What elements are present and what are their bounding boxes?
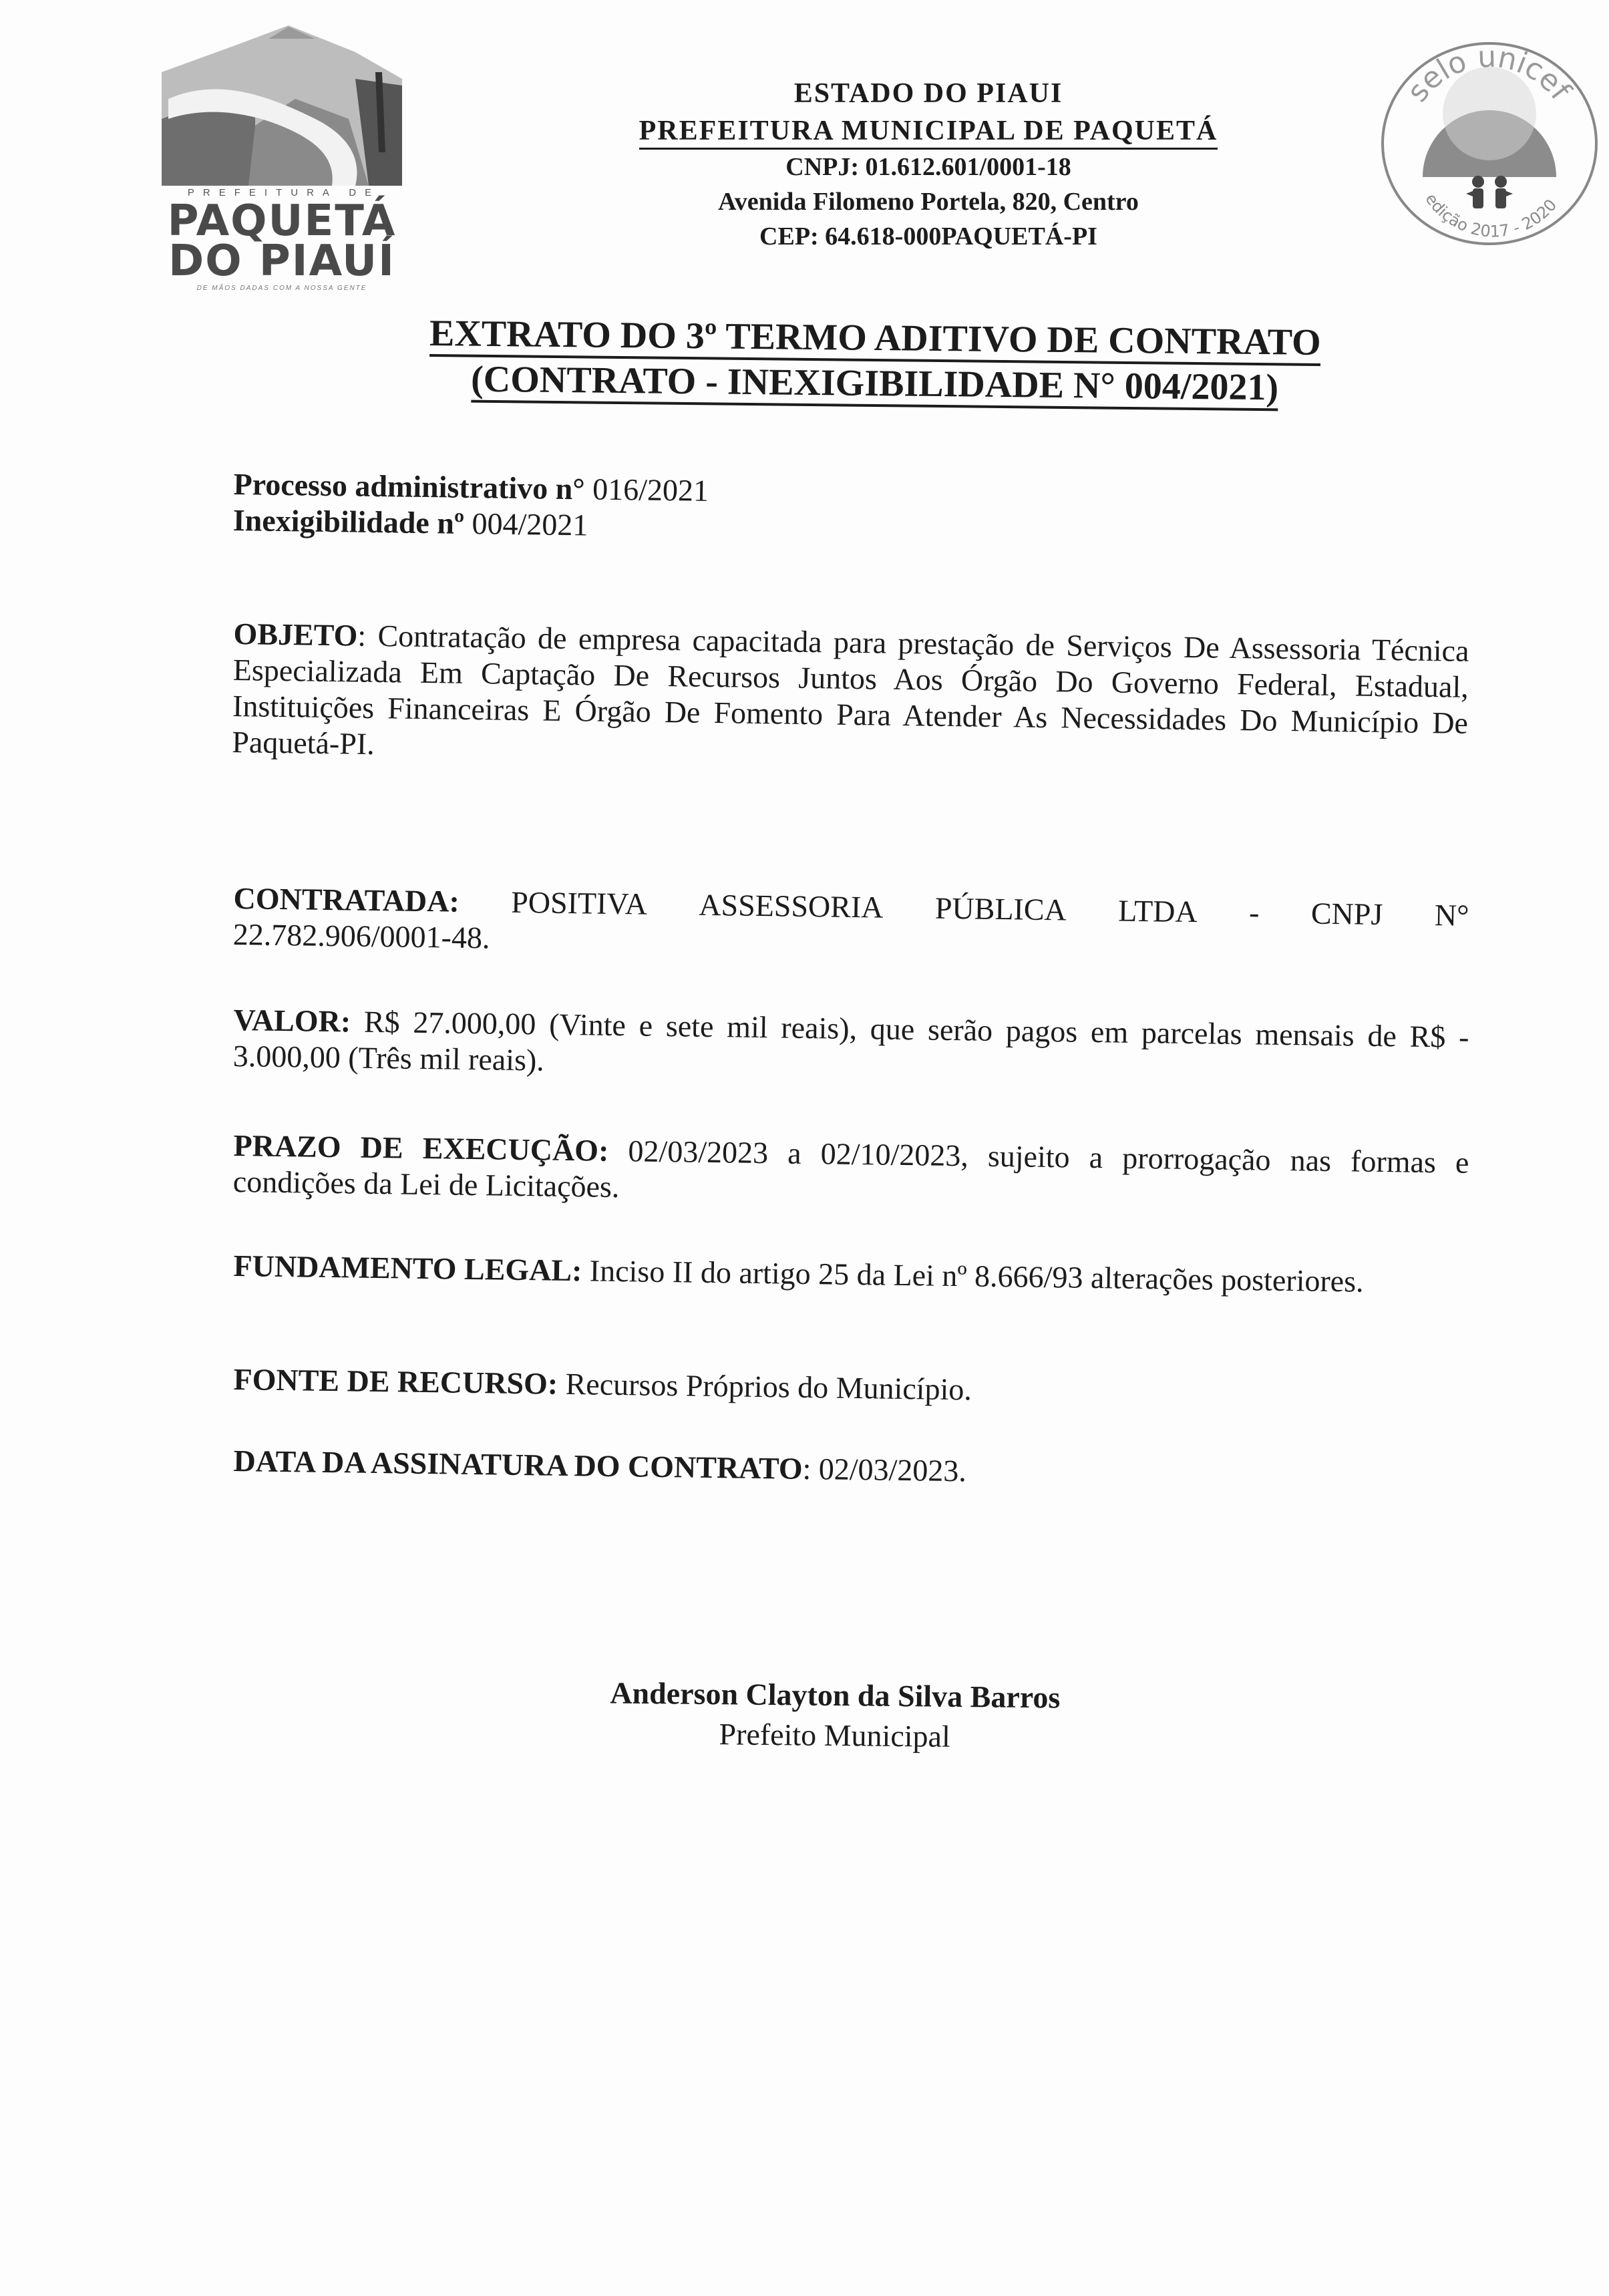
seal-top-text: selo unicef (1400, 39, 1578, 109)
header-endereco: Avenida Filomeno Portela, 820, Centro (718, 188, 1139, 216)
prazo-value: 02/03/2023 a 02/10/2023, sujeito a prorrogação nas formas e condições da Lei de Licitações. (232, 1133, 1469, 1204)
contratada-word: CNPJ (1310, 896, 1383, 932)
process-block (232, 466, 1469, 556)
unicef-seal (1373, 33, 1606, 254)
prazo-label: PRAZO DE EXECUÇÃO: (233, 1128, 609, 1168)
contratada-label: CONTRATADA: (233, 880, 460, 919)
header-prefeitura (568, 112, 1289, 150)
municipal-logo (155, 19, 409, 292)
logo-tagline: DE MÃOS DADAS COM A NOSSA GENTE (196, 285, 367, 292)
title-line2 (400, 356, 1349, 412)
document-header (568, 75, 1289, 254)
inexigibilidade-value: 004/2021 (464, 506, 588, 542)
contratada-word: LTDA (1117, 893, 1198, 929)
logo-line2: DO PIAUÍ (168, 236, 395, 286)
fundamento-paragraph (233, 1248, 1469, 1301)
title-line2-text: (CONTRATO - INEXIGIBILIDADE N° 004/2021) (471, 359, 1279, 412)
fonte-value: Recursos Próprios do Município. (557, 1366, 972, 1407)
data-assinatura-label: DATA DA ASSINATURA DO CONTRATO (233, 1444, 803, 1486)
valor-paragraph (232, 1002, 1469, 1092)
valor-label: VALOR: (233, 1002, 351, 1039)
objeto-paragraph (232, 616, 1469, 778)
data-assinatura-paragraph (233, 1443, 1469, 1496)
logo-line1: PAQUETÁ (167, 196, 397, 246)
processo-label: Processo administrativo n° (233, 466, 586, 506)
contratada-word: N° (1434, 898, 1469, 933)
data-assinatura-value: : 02/03/2023. (802, 1451, 967, 1488)
fonte-label: FONTE DE RECURSO: (233, 1361, 558, 1401)
valor-value: R$ 27.000,00 (Vinte e sete mil reais), que serão pagos em parcelas mensais de R$ - 3.000,00 (Três mil reais). (232, 1004, 1469, 1078)
processo-value: 016/2021 (584, 472, 709, 508)
signatory-role: Prefeito Municipal (719, 1717, 951, 1754)
contratada-word: PÚBLICA (934, 890, 1067, 927)
seal-bottom-text: edição 2017 - 2020 (1421, 190, 1561, 241)
contratada-cnpj: 22.782.906/0001-48. (232, 917, 490, 955)
contratada-word: POSITIVA (510, 884, 648, 921)
inexigibilidade-label: Inexigibilidade nº (232, 502, 465, 540)
logo-prefix: PREFEITURA DE (187, 187, 381, 198)
signatory-name: Anderson Clayton da Silva Barros (610, 1675, 1061, 1715)
title-line1-text: EXTRATO DO 3º TERMO ADITIVO DE CONTRATO (429, 313, 1321, 366)
fonte-paragraph (233, 1361, 1469, 1415)
signature-block (567, 1673, 1102, 1758)
prazo-paragraph (232, 1128, 1469, 1217)
seal-emblem-icon (1373, 33, 1606, 254)
contratada-word: - (1248, 895, 1260, 930)
header-cep: CEP: 64.618-000PAQUETÁ-PI (759, 222, 1097, 251)
landscape-emblem-icon (155, 19, 409, 192)
header-cnpj: CNPJ: 01.612.601/0001-18 (785, 153, 1071, 181)
fundamento-label: FUNDAMENTO LEGAL: (233, 1248, 582, 1288)
objeto-label: OBJETO (233, 616, 358, 653)
fundamento-value: Inciso II do artigo 25 da Lei nº 8.666/93 alterações posteriores. (582, 1253, 1364, 1299)
contratada-paragraph (232, 880, 1469, 970)
header-estado: ESTADO DO PIAUI (793, 78, 1063, 109)
contratada-word: ASSESSORIA (699, 887, 884, 925)
objeto-value: : Contratação de empresa capacitada para prestação de Serviços De Assessoria Técnica Especializada Em Captação De Recursos Juntos Aos Órgão Do Governo Federal, Estadual, Instituições Financeiras E Órgão De Fomento Para Atender As Necessidades Do Município De Paquetá-PI. (232, 618, 1469, 761)
header-prefeitura-text: PREFEITURA MUNICIPAL DE PAQUETÁ (639, 116, 1218, 150)
document-title (400, 311, 1349, 412)
